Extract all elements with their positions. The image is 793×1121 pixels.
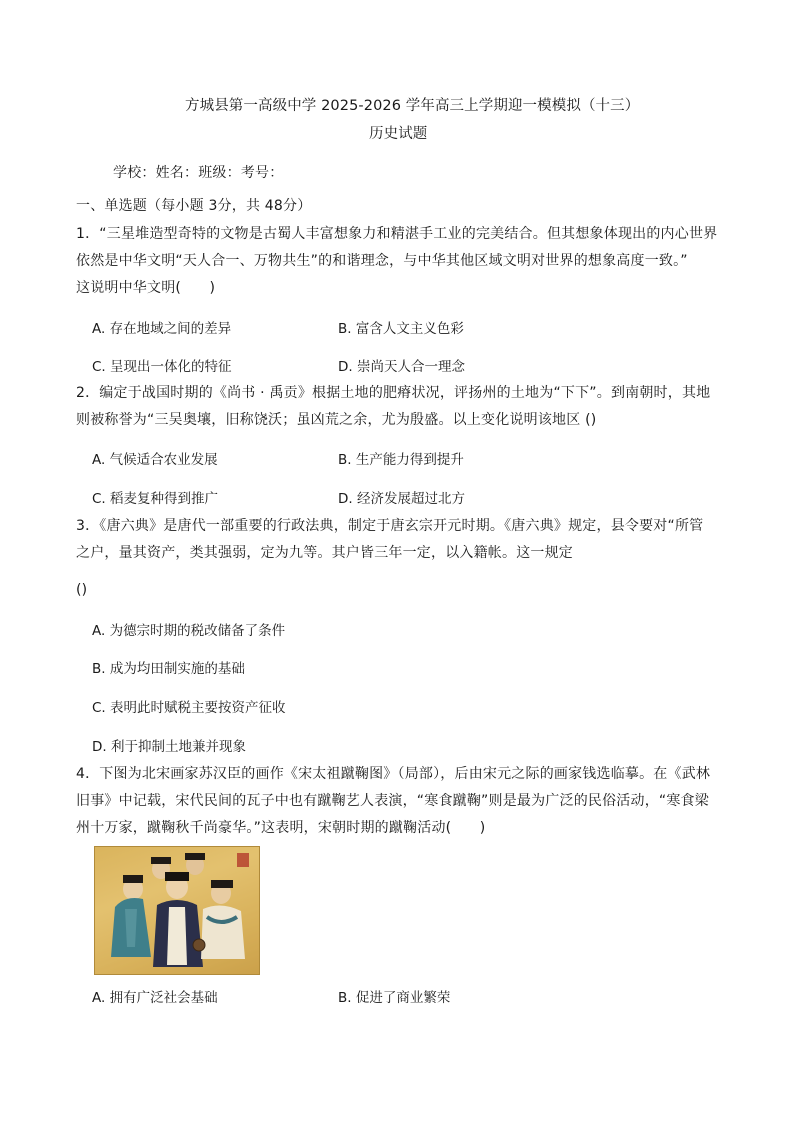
- question-3-option-b[interactable]: B. 成为均田制实施的基础: [92, 661, 245, 677]
- question-2-option-d[interactable]: D. 经济发展超过北方: [338, 491, 465, 507]
- question-3-option-a[interactable]: A. 为德宗时期的税改储备了条件: [92, 623, 286, 639]
- question-1-option-b[interactable]: B. 富含人文主义色彩: [338, 321, 464, 337]
- question-3-line-1: 3．《唐六典》是唐代一部重要的行政法典，制定于唐玄宗开元时期。《唐六典》规定，县令要对“所管: [76, 518, 704, 534]
- question-3-line-3: (): [76, 582, 88, 598]
- student-info-line: 学校：姓名：班级：考号：: [113, 165, 284, 181]
- cuju-painting-image: [94, 846, 260, 975]
- question-2-line-2: 则被称誉为“三吴奥壤，旧称饶沃；虽凶荒之余，尤为殷盛。以上变化说明该地区 (): [76, 412, 597, 428]
- question-1-option-a[interactable]: A. 存在地域之间的差异: [92, 321, 232, 337]
- question-2-option-b[interactable]: B. 生产能力得到提升: [338, 452, 464, 468]
- question-1-line-1: 1．“三星堆造型奇特的文物是古蜀人丰富想象力和精湛手工业的完美结合。但其想象体现出的内心世界: [76, 226, 718, 242]
- painting-figures-icon: [95, 847, 259, 974]
- exam-title: 方城县第一高级中学 2025-2026 学年高三上学期迎一模模拟（十三）: [185, 98, 640, 114]
- section-heading: 一、单选题（每小题 3分，共 48分）: [76, 198, 312, 214]
- question-4-line-1: 4．下图为北宋画家苏汉臣的画作《宋太祖蹴鞠图》（局部），后由宋元之际的画家钱选临摹。在《武林: [76, 766, 711, 782]
- question-1-option-c[interactable]: C. 呈现出一体化的特征: [92, 359, 232, 375]
- question-4-option-b[interactable]: B. 促进了商业繁荣: [338, 990, 451, 1006]
- question-2-line-1: 2．编定于战国时期的《尚书 · 禹贡》根据土地的肥瘠状况，评扬州的土地为“下下”。到南朝时，其地: [76, 385, 711, 401]
- question-4-line-2: 旧事》中记载，宋代民间的瓦子中也有蹴鞠艺人表演，“寒食蹴鞠”则是最为广泛的民俗活动，“寒食梁: [76, 793, 709, 809]
- exam-subject: 历史试题: [369, 126, 428, 142]
- question-2-option-a[interactable]: A. 气候适合农业发展: [92, 452, 218, 468]
- question-3-option-d[interactable]: D. 利于抑制土地兼并现象: [92, 739, 246, 755]
- question-4-line-3: 州十万家，蹴鞠秋千尚豪华。”这表明，宋朝时期的蹴鞠活动( ): [76, 820, 486, 836]
- question-1-line-2: 依然是中华文明“天人合一、万物共生”的和谐理念，与中华其他区域文明对世界的想象高度一致。”: [76, 253, 688, 269]
- question-1-line-3: 这说明中华文明( ): [76, 280, 216, 296]
- question-3-line-2: 之户，量其资产，类其强弱，定为九等。其户皆三年一定，以入籍帐。这一规定: [76, 545, 573, 561]
- question-4-option-a[interactable]: A. 拥有广泛社会基础: [92, 990, 218, 1006]
- question-2-option-c[interactable]: C. 稻麦复种得到推广: [92, 491, 219, 507]
- question-3-option-c[interactable]: C. 表明此时赋税主要按资产征收: [92, 700, 286, 716]
- question-1-option-d[interactable]: D. 崇尚天人合一理念: [338, 359, 465, 375]
